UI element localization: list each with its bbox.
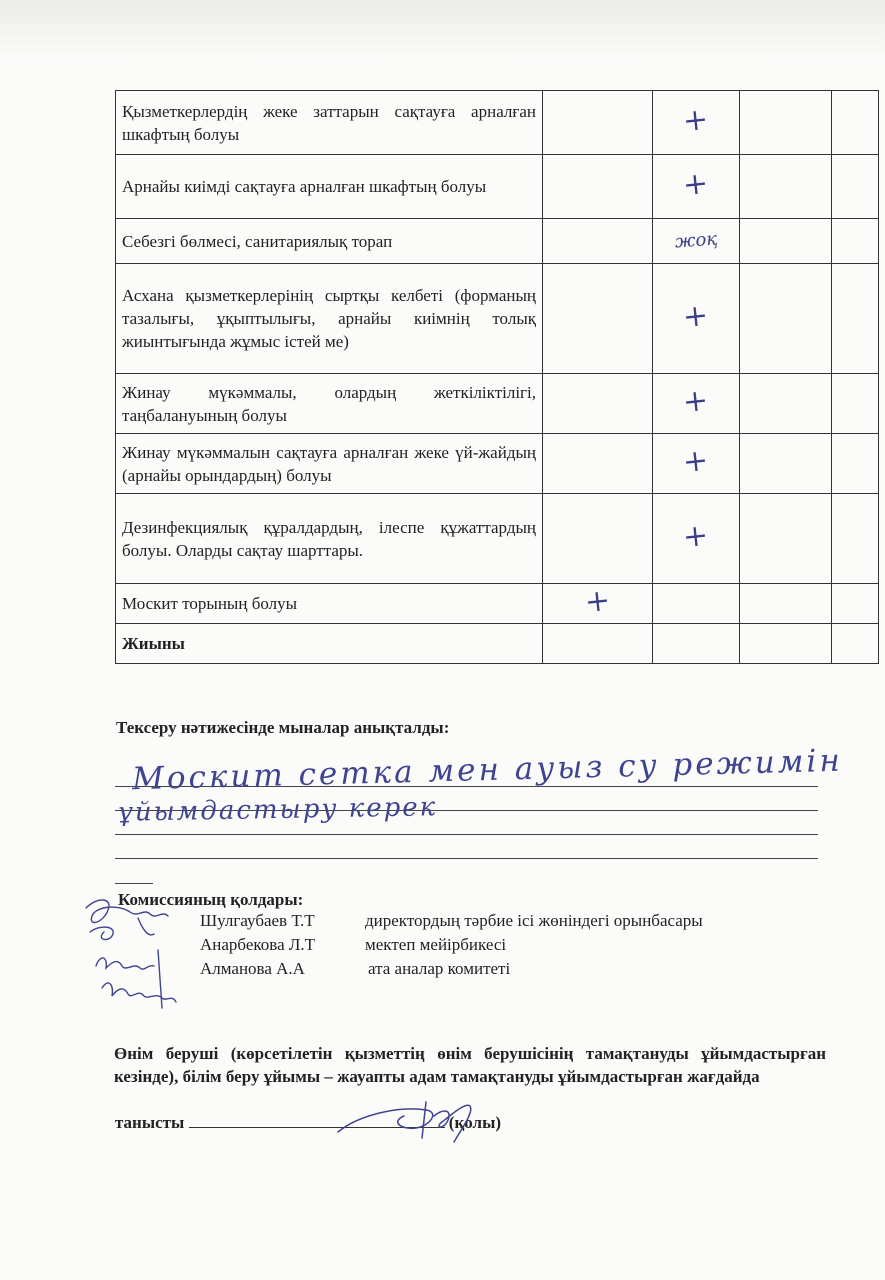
mark-cell [832, 434, 879, 494]
mark-cell [543, 219, 653, 264]
mark-cell [740, 584, 832, 624]
table-row [116, 219, 879, 264]
findings-line-3 [115, 834, 818, 835]
handwritten-mark: + [681, 442, 711, 480]
table-row [116, 264, 879, 374]
mark-cell [653, 155, 740, 219]
mark-cell [740, 219, 832, 264]
provider-paragraph: Өнім беруші (көрсетілетін қызметтің өнім берушісінің тамақтануды ұйымдастырған кезінде), білім беру ұйымы – жауапты адам тамақтануды ұйымдастырған жағдайда [114, 1044, 826, 1086]
ack-label: таныcты [115, 1113, 185, 1132]
handwritten-mark: + [681, 517, 711, 555]
table-row [116, 91, 879, 155]
row-description: Жинау мүкәммалы, олардың жеткіліктілігі, таңбалануының болуы [116, 374, 543, 434]
mark-cell [543, 374, 653, 434]
findings-line-4 [115, 858, 818, 859]
total-row [116, 624, 879, 664]
mark-cell [832, 91, 879, 155]
member-name-1: Шулгаубаев Т.Т [200, 911, 315, 930]
mark-cell [740, 434, 832, 494]
mark-cell [740, 91, 832, 155]
mark-cell [740, 494, 832, 584]
mark-cell [543, 494, 653, 584]
mark-cell [832, 155, 879, 219]
member-name-3: Алманова А.А [200, 959, 305, 978]
table-row [116, 434, 879, 494]
handwritten-mark: + [681, 165, 711, 203]
row-description: Себезгі бөлмесі, санитариялық торап [116, 219, 543, 264]
mark-cell [653, 584, 740, 624]
checklist-table [115, 90, 879, 664]
findings-line-5 [115, 883, 153, 884]
mark-cell [832, 374, 879, 434]
mark-cell [653, 91, 740, 155]
handwritten-mark: + [681, 101, 711, 139]
mark-cell [653, 264, 740, 374]
mark-cell [740, 155, 832, 219]
mark-cell [543, 584, 653, 624]
row-description: Жинау мүкәммалын сақтауға арналған жеке үй-жайдың (арнайы орындардың) болуы [116, 434, 543, 494]
mark-cell [653, 219, 740, 264]
mark-cell [832, 494, 879, 584]
member-name-2: Анарбекова Л.Т [200, 935, 316, 954]
table-row [116, 155, 879, 219]
empty-cell [740, 624, 832, 664]
table-row [116, 584, 879, 624]
row-description: Дезинфекциялық құралдардың, ілеспе құжаттардың болуы. Оларды сақтау шарттары. [116, 494, 543, 584]
row-description: Асхана қызметкерлерінің сыртқы келбеті (форманың тазалығы, ұқыптылығы, арнайы киімнің толық жиынтығында жұмыс істей ме) [116, 264, 543, 374]
member-role-2: мектеп мейірбикесі [365, 935, 507, 954]
mark-cell [832, 219, 879, 264]
sign-label: (қолы) [448, 1113, 502, 1132]
handwritten-finding-1: Москит сетка мен ауыз су режимін [131, 742, 844, 798]
mark-cell [832, 264, 879, 374]
handwritten-mark: + [583, 582, 612, 620]
row-description: Москит торының болуы [116, 584, 543, 624]
mark-cell [832, 584, 879, 624]
handwritten-finding-2: ұйымдастыру керек [117, 792, 438, 828]
handwritten-mark: + [681, 382, 711, 420]
row-description: Арнайы киімді сақтауға арналған шкафтың болуы [116, 155, 543, 219]
empty-cell [832, 624, 879, 664]
handwritten-mark: + [681, 297, 711, 335]
mark-cell [653, 374, 740, 434]
mark-cell [543, 155, 653, 219]
empty-cell [653, 624, 740, 664]
member-role-3: ата аналар комитеті [368, 959, 511, 978]
commission-heading: Комиссияның қолдары: [118, 890, 304, 909]
mark-cell [653, 494, 740, 584]
mark-cell [543, 264, 653, 374]
row-description: Қызметкерлердің жеке заттарын сақтауға арналған шкафтың болуы [116, 91, 543, 155]
mark-cell [543, 434, 653, 494]
empty-cell [543, 624, 653, 664]
mark-cell [740, 264, 832, 374]
member-role-1: директордың тәрбие ісі жөніндегі орынбасары [365, 911, 703, 930]
mark-cell [653, 434, 740, 494]
provider-signature [330, 1092, 500, 1152]
total-label: Жиыны [116, 624, 543, 664]
handwritten-mark: жоқ [674, 228, 718, 253]
mark-cell [740, 374, 832, 434]
table-row [116, 374, 879, 434]
table-row [116, 494, 879, 584]
mark-cell [543, 91, 653, 155]
commission-signatures [78, 888, 198, 1028]
findings-heading: Тексеру нәтижесінде мыналар анықталды: [116, 718, 450, 737]
page-top-shadow [0, 0, 885, 60]
